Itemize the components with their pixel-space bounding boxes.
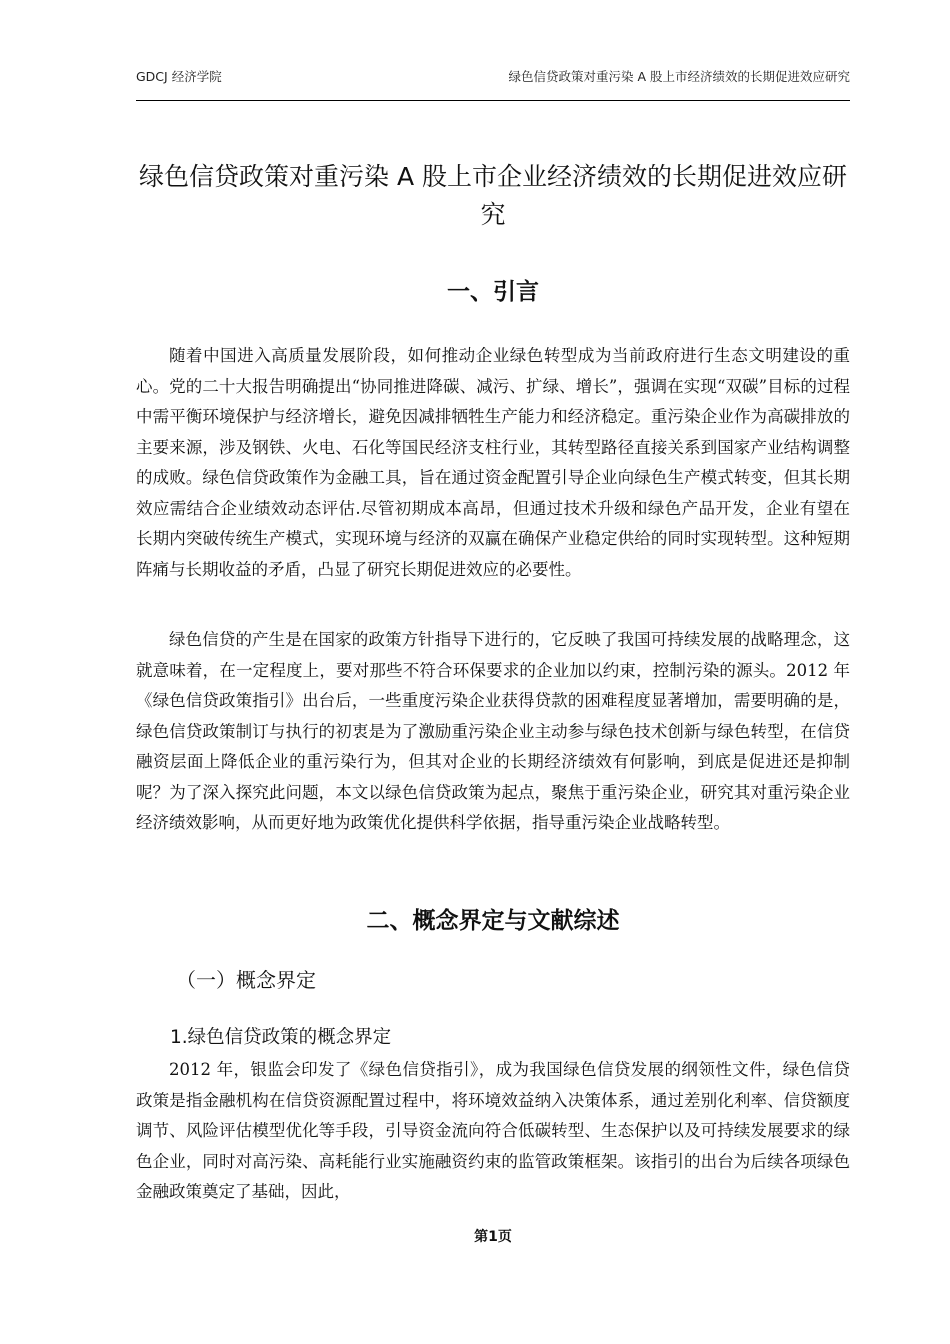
page-number: 第1页 [474,1229,512,1245]
subsubsection-heading-green-credit: 1.绿色信贷政策的概念界定 [170,1027,392,1048]
section-heading-concepts-review: 二、概念界定与文献综述 [366,908,620,934]
intro-paragraph-2: 绿色信贷的产生是在国家的政策方针指导下进行的，它反映了我国可持续发展的战略理念，这就意味着，在一定程度上，要对那些不符合环保要求的企业加以约束，控制污染的源头。2012 年《绿色信贷政策指引》出台后，一些重度污染企业获得贷款的困难程度显著增加，需要明确的是，绿色信贷政策制订与执行的初衷是为了激励重污染企业主动参与绿色技术创新与绿色转型，在信贷融资层面上降低企业的重污染行为，但其对企业的长期经济绩效有何影响，到底是促进还是抑制呢？为了深入探究此问题，本文以绿色信贷政策为起点，聚焦于重污染企业，研究其对重污染企业经济绩效影响，从而更好地为政策优化提供科学依据，指导重污染企业战略转型。 [136,630,850,832]
subsection-heading-concept-definition: （一）概念界定 [176,968,316,992]
document-title: 绿色信贷政策对重污染 A 股上市企业经济绩效的长期促进效应研究 [139,162,847,229]
section-heading-introduction: 一、引言 [447,279,539,305]
header-running-title: 绿色信贷政策对重污染 A 股上市经济绩效的长期促进效应研究 [508,69,850,84]
green-credit-paragraph: 2012 年，银监会印发了《绿色信贷指引》，成为我国绿色信贷发展的纲领性文件，绿色信贷政策是指金融机构在信贷资源配置过程中，将环境效益纳入决策体系，通过差别化利率、信贷额度调节、风险评估模型优化等手段，引导资金流向符合低碳转型、生态保护以及可持续发展要求的绿色企业，同时对高污染、高耗能行业实施融资约束的监管政策框架。该指引的出台为后续各项绿色金融政策奠定了基础，因此， [136,1060,850,1201]
intro-paragraph-1: 随着中国进入高质量发展阶段，如何推动企业绿色转型成为当前政府进行生态文明建设的重心。党的二十大报告明确提出“协同推进降碳、减污、扩绿、增长”，强调在实现“双碳”目标的过程中需平衡环境保护与经济增长，避免因减排牺牲生产能力和经济稳定。重污染企业作为高碳排放的主要来源，涉及钢铁、火电、石化等国民经济支柱行业，其转型路径直接关系到国家产业结构调整的成败。绿色信贷政策作为金融工具，旨在通过资金配置引导企业向绿色生产模式转变，但其长期效应需结合企业绩效动态评估.尽管初期成本高昂，但通过技术升级和绿色产品开发，企业有望在长期内突破传统生产模式，实现环境与经济的双赢在确保产业稳定供给的同时实现转型。这种短期阵痛与长期收益的矛盾，凸显了研究长期促进效应的必要性。 [136,346,850,579]
header-divider [136,100,850,101]
header-institution: GDCJ 经济学院 [136,69,222,84]
